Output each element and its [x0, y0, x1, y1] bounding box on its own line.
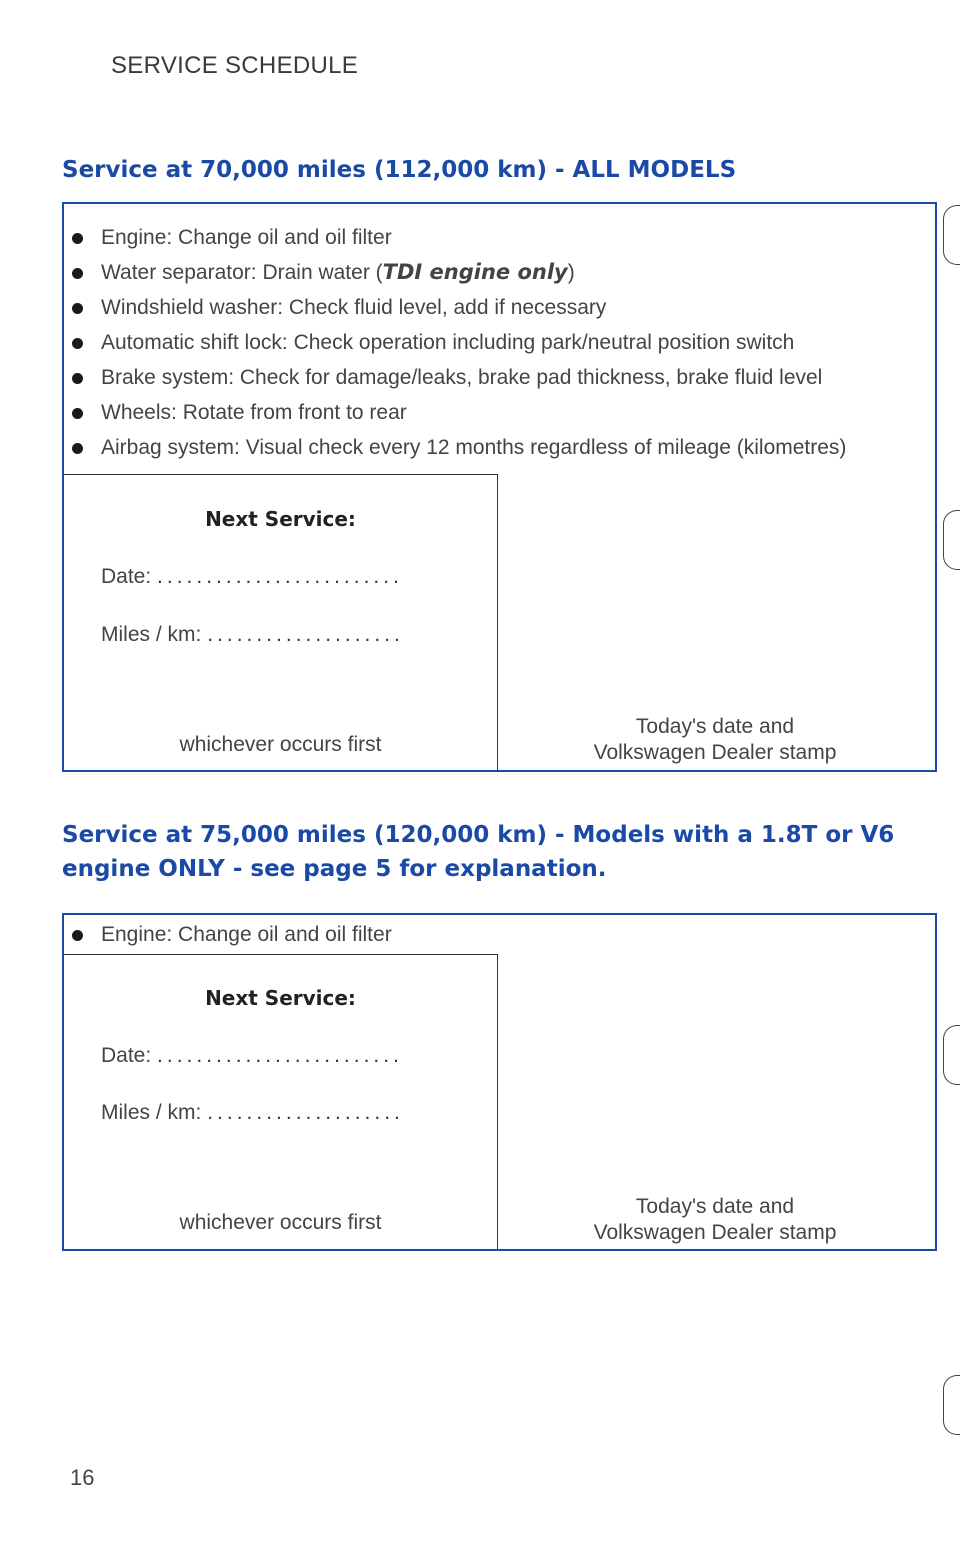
whichever-note: whichever occurs first — [179, 733, 382, 756]
next-service-title: Next Service: — [205, 507, 356, 531]
bullet-icon — [72, 443, 83, 454]
page-tab-marker — [943, 510, 960, 570]
service-item: Wheels: Rotate from front to rear — [64, 395, 935, 430]
page-tab-marker — [943, 1025, 960, 1085]
section-title-75000: Service at 75,000 miles (120,000 km) - Models with a 1.8T or V6 engine ONLY - see page 5 for explanation. — [62, 822, 895, 882]
date-field[interactable]: Date: ......................... — [101, 565, 403, 588]
service-items-list — [64, 917, 935, 952]
service-item: Airbag system: Visual check every 12 months regardless of mileage (kilometres) — [64, 430, 935, 465]
whichever-note: whichever occurs first — [179, 1211, 382, 1234]
section-title-70000: Service at 70,000 miles (112,000 km) - ALL MODELS — [62, 157, 737, 183]
page-number: 16 — [70, 1465, 95, 1490]
service-items-list — [64, 220, 935, 465]
dealer-stamp-area: Today's date and Volkswagen Dealer stamp — [593, 715, 837, 764]
service-item: Brake system: Check for damage/leaks, brake pad thickness, brake fluid level — [64, 360, 935, 395]
service-box-70000 — [62, 202, 937, 772]
bullet-icon — [72, 373, 83, 384]
service-box-75000 — [62, 913, 937, 1251]
bullet-icon — [72, 408, 83, 419]
page-header: SERVICE SCHEDULE — [111, 52, 359, 79]
bullet-icon — [72, 338, 83, 349]
next-service-panel — [64, 474, 498, 770]
service-item: Windshield washer: Check fluid level, add if necessary — [64, 290, 935, 325]
next-service-panel — [64, 954, 498, 1249]
bullet-icon — [72, 303, 83, 314]
miles-field[interactable]: Miles / km: .................... — [101, 1101, 404, 1124]
bullet-icon — [72, 233, 83, 244]
bullet-icon — [72, 930, 83, 941]
date-field[interactable]: Date: ......................... — [101, 1044, 403, 1067]
page-tab-marker — [943, 205, 960, 265]
service-item: Automatic shift lock: Check operation including park/neutral position switch — [64, 325, 935, 360]
dealer-stamp-area: Today's date and Volkswagen Dealer stamp — [593, 1195, 837, 1244]
service-item: Engine: Change oil and oil filter — [64, 220, 935, 255]
bullet-icon — [72, 268, 83, 279]
miles-field[interactable]: Miles / km: .................... — [101, 623, 404, 646]
page-tab-marker — [943, 1375, 960, 1435]
service-item: Water separator: Drain water (TDI engine only) — [64, 255, 935, 290]
service-item: Engine: Change oil and oil filter — [64, 917, 935, 952]
next-service-title: Next Service: — [205, 986, 356, 1010]
